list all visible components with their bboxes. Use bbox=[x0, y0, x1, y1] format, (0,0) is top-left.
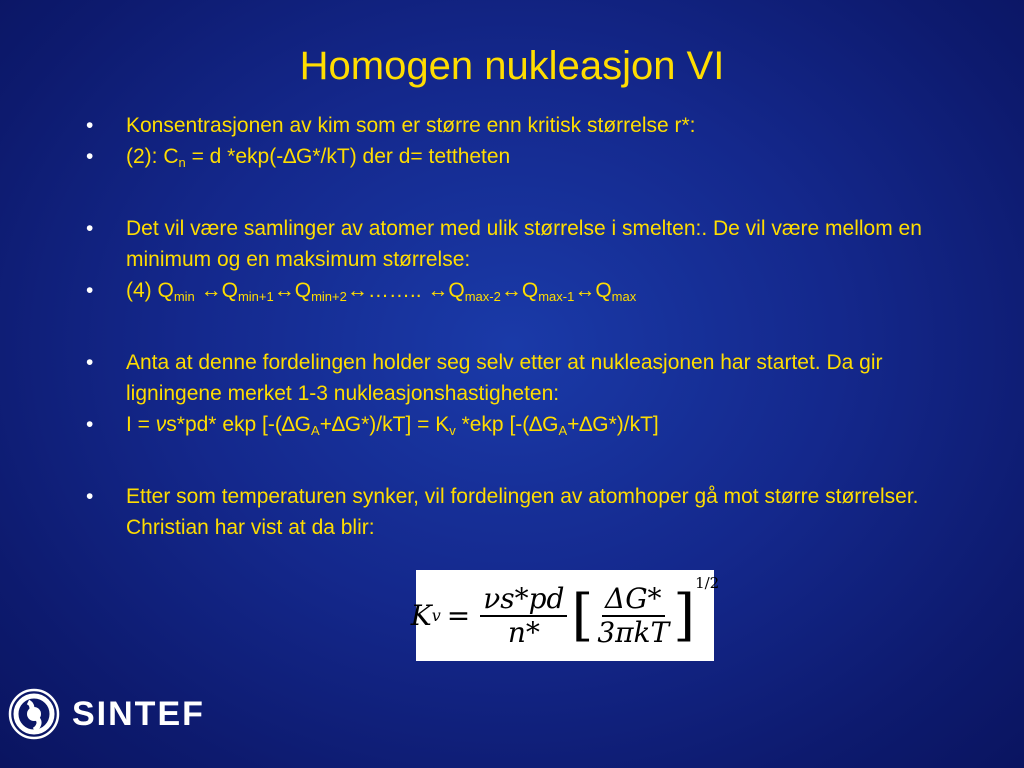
bullet-3: • Det vil være samlinger av atomer med ulik størrelse i smelten:. De vil være mellom en minimum og en maksimum størrelse: bbox=[86, 213, 946, 275]
formula-image: K v = $\frac{\nu s*pd}{n*}$ [ $\frac{\Delta G*}{\text{3πkT}}$ ] 1/2 bbox=[416, 570, 714, 661]
bullet-4: • (4) $Q_{min}$ $\leftrightarrow Q_{min+1}\leftrightarrow Q_{min+2}\leftrightarrow\dots\dots$.. $\leftrightarrow Q_{max-2}\leftrightarrow Q_{max-1}\leftrightarrow Q_{max}$ bbox=[86, 275, 946, 306]
bullet-list bbox=[86, 110, 946, 543]
fraction-1: $\frac{\nu s*pd}{n*}$ bbox=[480, 583, 567, 649]
bullet-1: • Konsentrasjonen av kim som er større enn kritisk størrelse r*: bbox=[86, 110, 946, 141]
bullet-6: • I = νs*pd* ekp $[-(\Delta G_A+\Delta G*)/kT] = K_v$ *ekp $[-(\Delta G_A+\Delta G*)/kT]$ bbox=[86, 409, 946, 440]
sintef-logo-text: SINTEF bbox=[72, 694, 205, 733]
bullet-5: • Anta at denne fordelingen holder seg selv etter at nukleasjonen har startet. Da gir ligningene merket 1-3 nukleasjonshastigheten: bbox=[86, 347, 946, 409]
bullet-2: • (2): $C_n = d$ *ekp(-∆G*/kT) der d= tettheten bbox=[86, 141, 946, 172]
fraction-2: $\frac{\Delta G*}{\text{3πkT}}$ bbox=[597, 581, 670, 649]
slide-title: Homogen nukleasjon VI bbox=[299, 44, 725, 88]
sintef-logo-icon bbox=[8, 688, 60, 740]
sintef-logo bbox=[8, 688, 205, 740]
bullet-7: • Etter som temperaturen synker, vil fordelingen av atomhoper gå mot større størrelser. Christian har vist at da blir: bbox=[86, 481, 946, 543]
